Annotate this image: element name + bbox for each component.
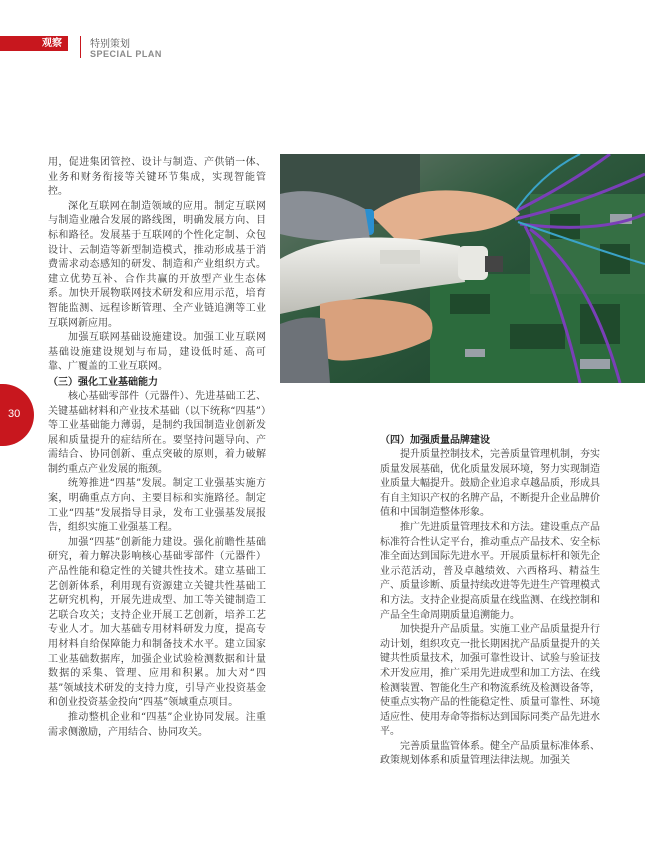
section-heading: （三）强化工业基础能力: [48, 376, 158, 388]
paragraph: 加强“四基”创新能力建设。强化前瞻性基础研究，着力解决影响核心基础零部件（元器件）产品性能和稳定性的关键共性技术。建立基础工艺创新体系，利用现有资源建立关键共性基础工艺研究机构，开展先进成型、加工等关键制造工艺联合攻关；支持企业开展工艺创新，培养工艺专业人才。加大基础专用材料研发力度，提高专用材料自给保障能力和制备技术水平。建立国家工业基础数据库，加强企业试验检测数据和计量数据的采集、管理、应用和积累。加大对“四基”领域技术研发的支持力度，引导产业投资基金和创业投资基金投向“四基”领域重点项目。: [48, 536, 266, 709]
paragraph: 深化互联网在制造领域的应用。制定互联网与制造业融合发展的路线图，明确发展方向、目标和路径。发展基于互联网的个性化定制、众包设计、云制造等新型制造模式，推动形成基于消费需求动态感知的研发、制造和产业组织方式。建立优势互补、合作共赢的开放型产业生态体系。加快开展物联网技术研发和应用示范，培育智能监测、远程诊断管理、全产业链追溯等工业互联网新应用。: [48, 200, 266, 329]
section-title-cn: 特别策划: [90, 39, 130, 50]
section-title-en: SPECIAL PLAN: [90, 49, 162, 59]
section-tag: 观察: [0, 36, 68, 51]
left-text-column: [48, 156, 266, 740]
paragraph: 推动整机企业和“四基”企业协同发展。注重需求侧激励，产用结合、协同攻关。: [48, 711, 266, 738]
paragraph: 提升质量控制技术，完善质量管理机制，夯实质量发展基础，优化质量发展环境，努力实现制造业质量大幅提升。鼓励企业追求卓越品质，形成具有自主知识产权的名牌产品，不断提升企业品牌价值和中国制造整体形象。: [380, 449, 600, 519]
factory-worker-photo: [280, 154, 645, 383]
paragraph: 推广先进质量管理技术和方法。建设重点产品标准符合性认定平台，推动重点产品技术、安全标准全面达到国际先进水平。开展质量标杆和领先企业示范活动，普及卓越绩效、六西格玛、精益生产、质量诊断、质量持续改进等先进生产管理模式和方法。支持企业提高质量在线监测、在线控制和产品全生命周期质量追溯能力。: [380, 521, 600, 621]
paragraph: 统筹推进“四基”发展。制定工业强基实施方案，明确重点方向、主要目标和实施路径。制定工业“四基”发展指导目录，发布工业强基发展报告，组织实施工业强基工程。: [48, 478, 266, 534]
page-number: 30: [8, 408, 21, 420]
paragraph: 加快提升产品质量。实施工业产品质量提升行动计划，组织攻克一批长期困扰产品质量提升的关键共性质量技术，加强可靠性设计、试验与验证技术开发应用，推广采用先进成型和加工方法、在线检测装置、智能化生产和物流系统及检测设备等，使重点实物产品的性能稳定性、质量可靠性、环境适应性、使用寿命等指标达到国际同类产品先进水平。: [380, 624, 600, 738]
paragraph: 完善质量监管体系。健全产品质量标准体系、政策规划体系和质量管理法律法规。加强关: [380, 740, 600, 767]
right-text-column: [380, 433, 600, 769]
header-divider: [80, 36, 81, 58]
paragraph: 加强互联网基础设施建设。加强工业互联网基础设施建设规划与布局，建设低时延、高可靠、广覆盖的工业互联网。: [48, 332, 266, 373]
section-heading: （四）加强质量品牌建设: [380, 435, 490, 446]
paragraph: 用，促进集团管控、设计与制造、产供销一体、业务和财务衔接等关键环节集成，实现智能管控。: [48, 157, 266, 198]
paragraph: 核心基础零部件（元器件）、先进基础工艺、关键基础材料和产业技术基础（以下统称“四基”）等工业基础能力薄弱，是制约我国制造业创新发展和质量提升的症结所在。要坚持问题导向、产需结合、协同创新、重点突破的原则，着力破解制约重点产业发展的瓶颈。: [48, 390, 266, 475]
